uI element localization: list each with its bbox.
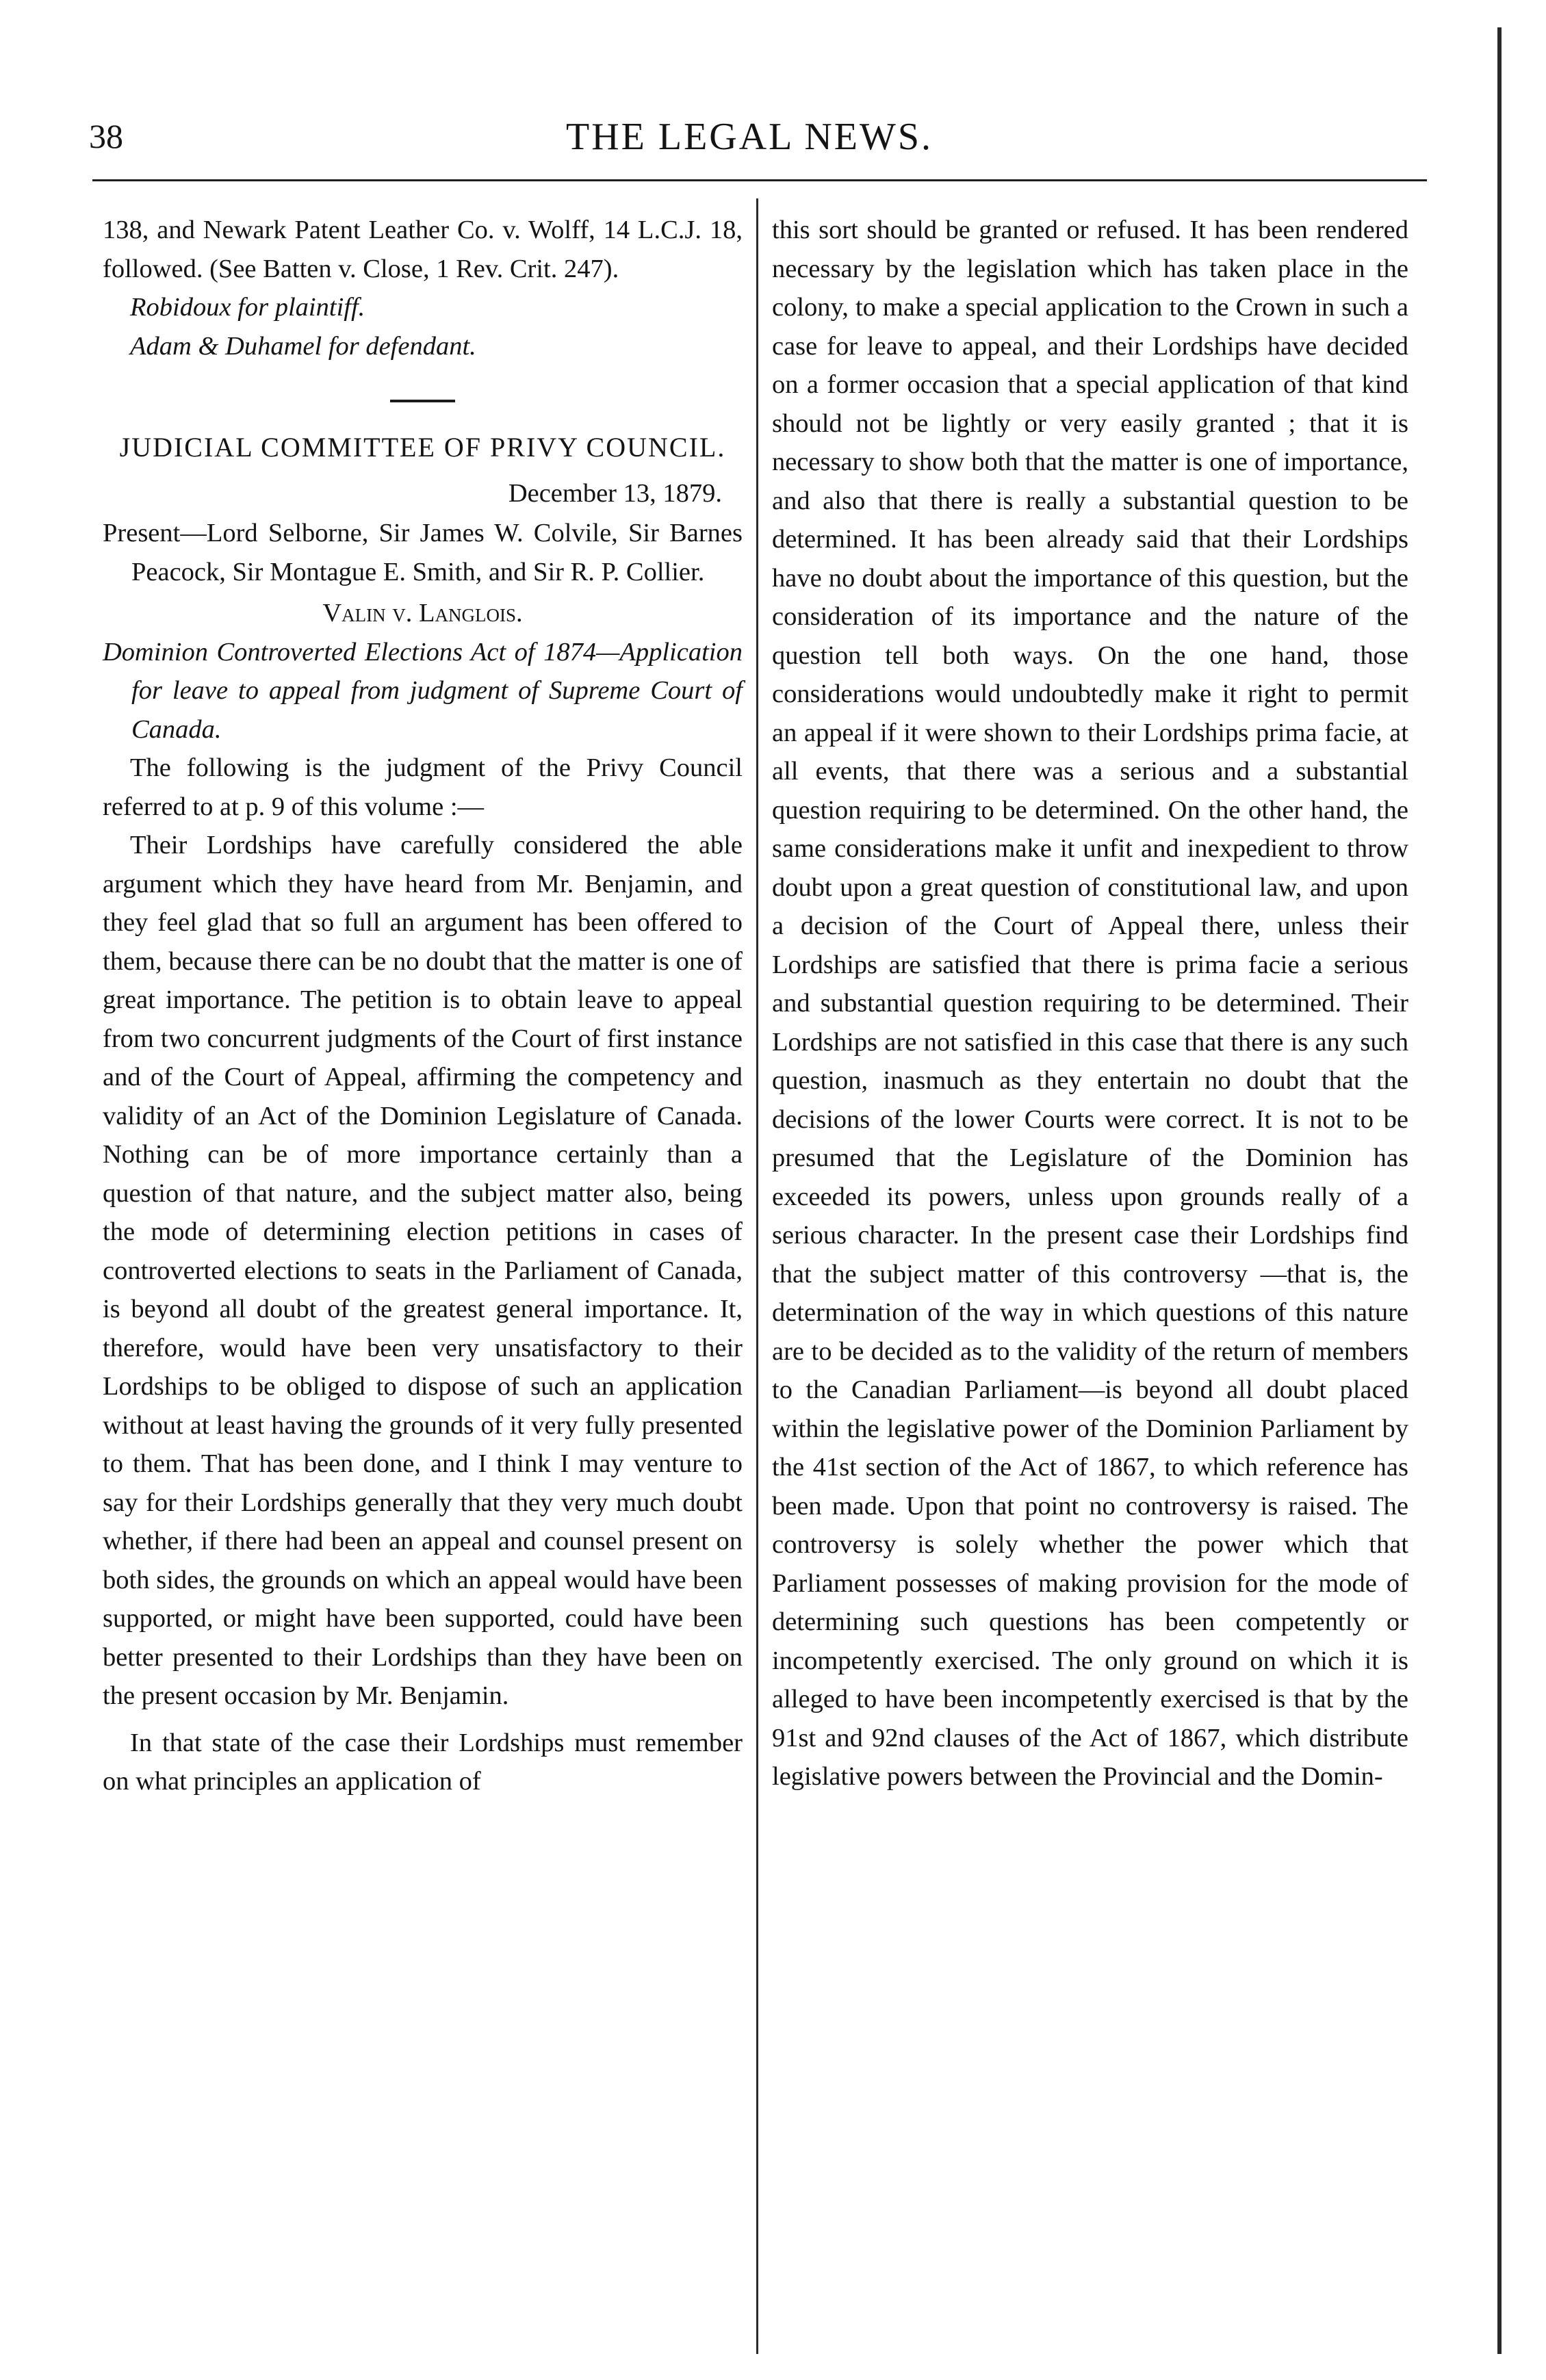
page-header [82,109,1417,178]
page-number: 38 [89,117,123,155]
column-divider [756,198,758,2354]
header-rule [92,179,1427,181]
case-title: Valin v. Langlois. [322,599,523,628]
defendant-counsel: Adam & Duhamel for defendant. [130,331,476,361]
citation-line: 138, and Newark Patent Leather Co. v. Wolff, 14 L.C.J. 18, followed. (See Batten v. Close, 1 Rev. Crit. 247). [103,216,743,283]
present-judges: Present—Lord Selborne, Sir James W. Colvile, Sir Barnes Peacock, Sir Montague E. Smith, and Sir R. P. Collier. [103,519,743,586]
section-separator [390,400,455,402]
judgment-paragraph-continued: this sort should be granted or refused. It has been rendered necessary by the legislation which has taken place in the colony, to make a special application to the Crown in such a case for leave to appeal, and their Lordships have decided on a former occasion that a special application of that kind should not be lightly or very easily granted ; that it is necessary to show both that the matter is one of importance, and also that there is really a substantial question to be determined. It has been already said that their Lordships have no doubt about the importance of this question, but the consideration of its importance and the nature of the question tell both ways. On the one hand, those considerations would undoubtedly make it right to permit an appeal if it were shown to their Lordships prima facie, at all events, that there was a serious and a substantial question requiring to be determined. On the other hand, the same considerations make it unfit and inexpedient to throw doubt upon a great question of constitutional law, and upon a decision of the Court of Appeal there, unless their Lordships are satisfied that there is prima facie a serious and substantial question requiring to be determined. Their Lordships are not satisfied in this case that there is any such question, inasmuch as they entertain no doubt that the decisions of the lower Courts were correct. It is not to be presumed that the Legislature of the Dominion has exceeded its powers, unless upon grounds really of a serious character. In the present case their Lordships find that the subject matter of this controversy —that is, the determination of the way in which questions of this nature are to be decided as to the validity of the return of members to the Canadian Parliament—is beyond all doubt placed within the legislative power of the Dominion Parliament by the 41st section of the Act of 1867, to which reference has been made. Upon that point no controversy is raised. The controversy is solely whether the power which that Parliament possesses of making provision for the mode of determining such questions has been competently or incompetently exercised. The only ground on which it is alleged to have been incompetently exercised is that by the 91st and 92nd clauses of the Act of 1867, which distribute legislative powers between the Provincial and the Domin- [772,216,1408,1791]
page-edge-border [1497,27,1502,2354]
right-column [772,211,1408,1796]
court-heading: JUDICIAL COMMITTEE OF PRIVY COUNCIL. [119,432,726,463]
headnote: Dominion Controverted Elections Act of 1874—Application for leave to appeal from judgment of Supreme Court of Canada. [103,637,743,744]
running-title: THE LEGAL NEWS. [566,116,933,158]
intro-paragraph: The following is the judgment of the Privy Council referred to at p. 9 of this volume :— [103,753,743,821]
judgment-paragraph-2: In that state of the case their Lordships must remember on what principles an application of [103,1728,743,1796]
plaintiff-counsel: Robidoux for plaintiff. [130,293,365,322]
left-column [103,211,743,1801]
judgment-date: December 13, 1879. [508,478,722,508]
judgment-paragraph-1: Their Lordships have carefully considered the able argument which they have heard from Mr. Benjamin, and they feel glad that so full an argument has been offered to them, because there can be no doubt that the matter is one of great importance. The petition is to obtain leave to appeal from two concurrent judgments of the Court of first instance and of the Court of Appeal, affirming the competency and validity of an Act of the Dominion Legislature of Canada. Nothing can be of more importance certainly than a question of that nature, and the subject matter also, being the mode of determining election petitions in cases of controverted elections to seats in the Parliament of Canada, is beyond all doubt of the greatest general importance. It, therefore, would have been very unsatisfactory to their Lordships to be obliged to dispose of such an application without at least having the grounds of it very fully presented to them. That has been done, and I think I may venture to say for their Lordships generally that they very much doubt whether, if there had been an appeal and counsel present on both sides, the grounds on which an appeal would have been supported, or might have been supported, could have been better presented to their Lordships than they have been on the present occasion by Mr. Benjamin. [103,831,743,1710]
